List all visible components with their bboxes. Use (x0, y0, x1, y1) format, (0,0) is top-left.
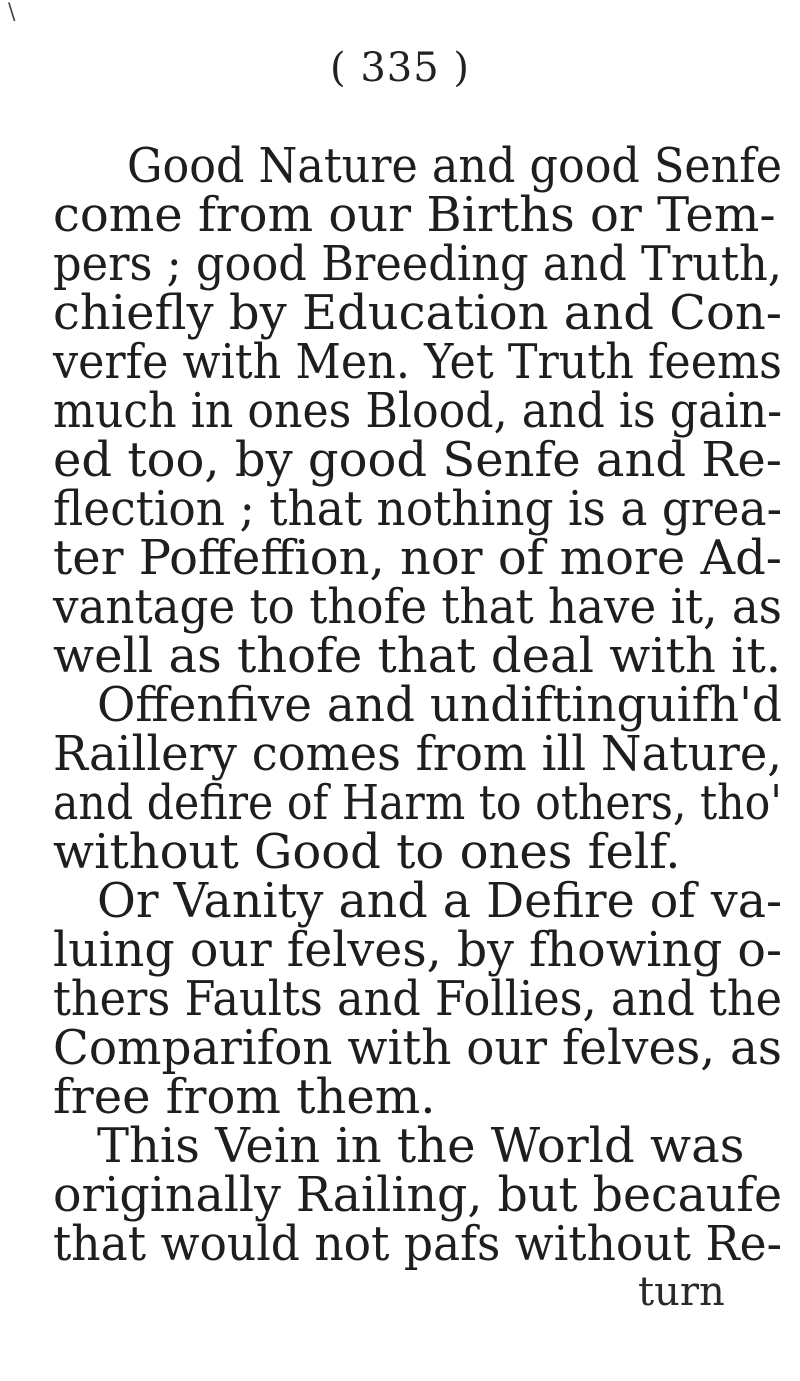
text-line-23: that would not pafs without Re- (53, 1216, 782, 1272)
text-line-3: pers ; good Breeding and Truth, (53, 236, 782, 292)
catchword: turn (638, 1269, 725, 1315)
text-line-1: Good Nature and good Senfe (127, 138, 782, 194)
text-line-4: chiefly by Education and Con- (53, 285, 782, 341)
text-line-6: much in ones Blood, and is gain- (53, 383, 783, 439)
text-line-22: originally Railing, but becaufe (53, 1167, 783, 1223)
stray-mark: \ (8, 0, 16, 25)
text-line-16: Or Vanity and a Defire of va- (97, 873, 783, 929)
text-line-8: flection ; that nothing is a grea- (53, 481, 782, 537)
text-line-15: without Good to ones felf. (53, 824, 681, 880)
text-line-9: ter Poffeffion, nor of more Ad- (53, 530, 782, 586)
text-line-17: luing our felves, by fhowing o- (53, 922, 783, 978)
text-line-12: Offenfive and undiftinguifh'd (97, 677, 782, 733)
text-line-20: free from them. (53, 1069, 436, 1125)
text-line-7: ed too, by good Senfe and Re- (53, 432, 783, 488)
text-line-10: vantage to thofe that have it, as (53, 579, 782, 635)
text-line-11: well as thofe that deal with it. (53, 628, 782, 684)
text-line-13: Raillery comes from ill Nature, (53, 726, 783, 782)
text-line-2: come from our Births or Tem- (53, 187, 776, 243)
text-line-18: thers Faults and Follies, and the (53, 971, 783, 1027)
text-line-14: and defire of Harm to others, tho' (53, 775, 782, 831)
text-line-21: This Vein in the World was (97, 1118, 745, 1174)
text-line-19: Comparifon with our felves, as (53, 1020, 782, 1076)
text-line-5: verfe with Men. Yet Truth feems (53, 334, 782, 390)
page-number: ( 335 ) (330, 45, 470, 91)
